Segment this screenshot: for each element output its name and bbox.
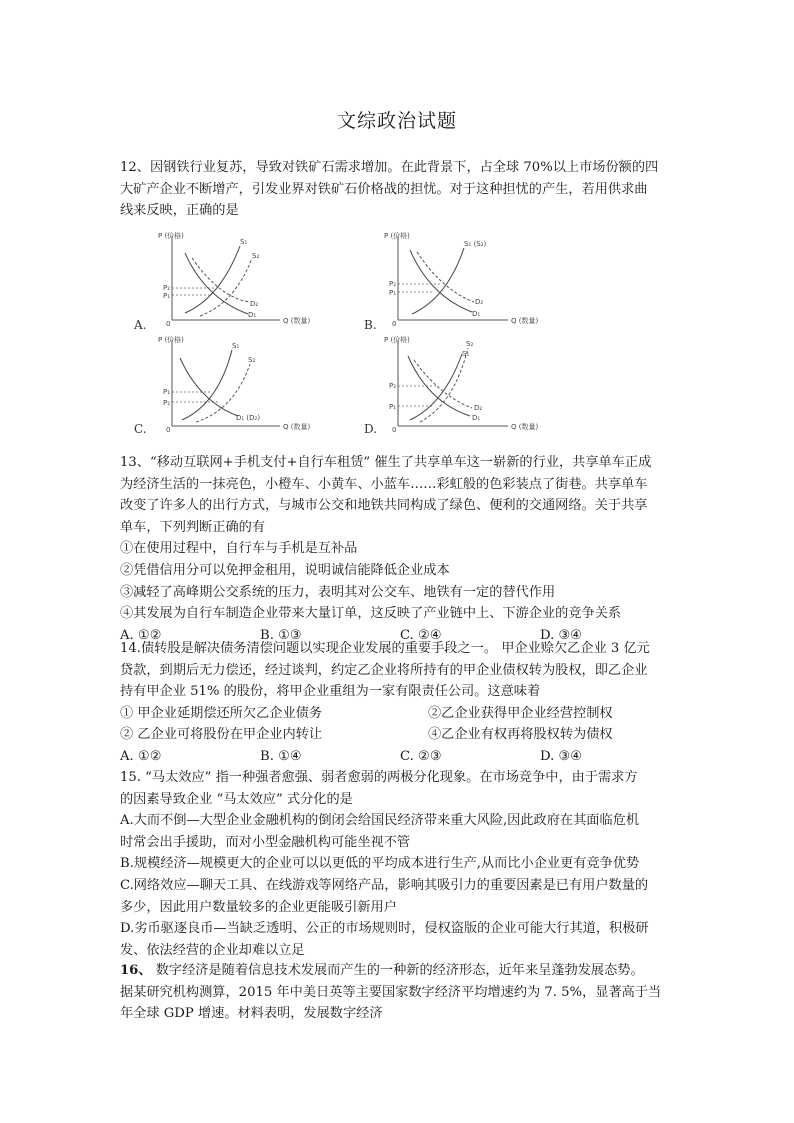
d1-label: D₁ [472, 310, 481, 318]
q15-option-c[interactable]: C.网络效应—聊天工具、在线游戏等网络产品，影响其吸引力的重要因素是已有用户数量的 [120, 877, 649, 893]
question-15 [120, 767, 680, 961]
q14-statements-row [120, 724, 680, 746]
p2-label: P₂ [163, 284, 171, 292]
q13-statement: ①在使用过程中，自行车与手机是互补品 [120, 541, 358, 557]
p-axis-label: P (价格) [158, 336, 184, 344]
option-letter-b: B. [364, 318, 377, 332]
q-axis-label: Q (数量) [283, 317, 311, 325]
graph-c [130, 332, 355, 442]
question-13 [120, 452, 680, 646]
p2-label: P₂ [389, 382, 397, 390]
page-title: 文综政治试题 [336, 110, 457, 132]
q15-line: 的因素导致企业 “马太效应” 式分化的是 [120, 791, 353, 807]
q12-line: 12、因钢铁行业复苏，导致对铁矿石需求增加。在此背景下，占全球 70%以上市场份额的四 [120, 160, 659, 175]
d2-label: D₂ [475, 298, 484, 306]
graph-b [362, 228, 587, 338]
p2-label: P₂ [163, 399, 171, 407]
q16-line: 年全球 GDP 增速。材料表明，发展数字经济 [120, 1006, 383, 1022]
q15-line: 15. “马太效应” 指一种强者愈强、弱者愈弱的两极分化现象。在市场竞争中，由于需求方 [120, 770, 638, 785]
q-axis-label: Q (数量) [511, 423, 539, 431]
q14-statement-2: ②乙企业获得甲企业经营控制权 [428, 705, 613, 721]
origin-label: 0 [392, 320, 397, 328]
q-axis-label: Q (数量) [511, 317, 539, 325]
question-16 [120, 960, 680, 1025]
s2-label: S₂ [252, 252, 260, 260]
s1-label: S₁ [240, 238, 248, 246]
q13-statement: ②凭借信用分可以免押金租用，说明诚信能降低企业成本 [120, 562, 450, 578]
option-letter-a: A. [134, 318, 147, 332]
s2-label: S₂ [248, 356, 256, 364]
q14-statement-3: ② 乙企业可将股份在甲企业内转让 [120, 727, 323, 743]
q13-option-a[interactable]: A. ①② [120, 627, 162, 643]
p-axis-label: P (价格) [384, 336, 410, 344]
d1-label: D₁ (D₂) [236, 414, 261, 422]
q14-statements-row [120, 703, 680, 725]
option-letter-d: D. [364, 422, 378, 436]
p1-label: P₁ [389, 403, 397, 411]
s2-label: S₂ [466, 340, 474, 348]
p-axis-label: P (价格) [384, 232, 410, 240]
q13-option-b[interactable]: B. ①③ [260, 627, 302, 643]
q14-option-a[interactable]: A. ①② [120, 748, 162, 764]
q15-option-d[interactable]: D.劣币驱逐良币—当缺乏透明、公正的市场规则时，侵权盗版的企业可能大行其道，积极研 [120, 921, 649, 937]
q13-option-c[interactable]: C. ②④ [400, 627, 442, 643]
q13-statement: ④其发展为自行车制造企业带来大量订单，这反映了产业链中上、下游企业的竞争关系 [120, 606, 622, 622]
d1-label: D₁ [248, 311, 257, 319]
s1-label: S₁ (S₂) [464, 240, 487, 248]
q13-line: 为经济生活的一抹亮色，小橙车、小黄车、小蓝车……彩虹般的色彩装点了街巷。共享单车 [120, 476, 648, 492]
q12-line: 大矿产企业不断增产，引发业界对铁矿石价格战的担忧。对于这种担忧的产生，若用供求曲 [120, 181, 648, 197]
p-axis-label: P (价格) [158, 232, 184, 240]
q14-line: 14.债转股是解决债务清偿问题以实现企业发展的重要手段之一。 甲企业赊欠乙企业 3 亿元 [120, 641, 650, 656]
option-letter-c: C. [134, 422, 147, 436]
d2-label: D₂ [250, 300, 259, 308]
q13-line: 改变了许多人的出行方式，与城市公交和地铁共同构成了绿色、便利的交通网络。关于共享 [120, 498, 648, 514]
origin-label: 0 [166, 320, 171, 328]
q15-option-a-cont: 时常会出手援助，而对小型金融机构可能坐视不管 [120, 834, 411, 850]
q14-option-d[interactable]: D. ③④ [540, 748, 583, 764]
q14-option-c[interactable]: C. ②③ [400, 748, 442, 764]
q13-line: 单车，下列判断正确的有 [120, 519, 266, 535]
q14-options [120, 746, 680, 768]
p1-label: P₁ [389, 289, 397, 297]
q16-number: 16、 [120, 963, 152, 978]
q15-option-d-cont: 发、依法经营的企业却难以立足 [120, 942, 305, 958]
origin-label: 0 [392, 426, 397, 434]
d1-label: D₁ [472, 414, 481, 422]
s1-label: S₁ [462, 350, 470, 358]
graph-a [130, 228, 355, 338]
d2-label: D₂ [474, 404, 483, 412]
q14-line: 持有甲企业 51% 的股份，将甲企业重组为一家有限责任公司。这意味着 [120, 684, 541, 700]
s1-label: S₁ [232, 342, 240, 350]
q12-line: 线来反映，正确的是 [120, 203, 239, 219]
q13-line: 13、“移动互联网+手机支付+自行车租赁” 催生了共享单车这一崭新的行业，共享单车正成 [120, 455, 652, 470]
q15-option-b[interactable]: B.规模经济—规模更大的企业可以以更低的平均成本进行生产,从而比小企业更有竞争优势 [120, 856, 640, 872]
question-12 [120, 157, 680, 222]
q13-statement: ③减轻了高峰期公交系统的压力，表明其对公交车、地铁有一定的替代作用 [120, 584, 556, 600]
origin-label: 0 [166, 426, 171, 434]
q13-option-d[interactable]: D. ③④ [540, 627, 583, 643]
question-14 [120, 638, 680, 768]
p1-label: P₁ [163, 388, 171, 396]
q16-line [120, 960, 680, 982]
q-axis-label: Q (数量) [283, 423, 311, 431]
q14-option-b[interactable]: B. ①④ [260, 748, 302, 764]
q16-text: 数字经济是随着信息技术发展而产生的一种新的经济形态，近年来呈蓬勃发展态势。 [151, 963, 644, 978]
graph-d [362, 332, 587, 442]
q14-line: 贷款，到期后无力偿还，经过谈判，约定乙企业将所持有的甲企业债权转为股权，即乙企业 [120, 662, 648, 678]
q16-line: 据某研究机构测算，2015 年中美日英等主要国家数字经济平均增速约为 7. 5%，显著高于当 [120, 984, 662, 1000]
q15-option-c-cont: 多少，因此用户数量较多的企业更能吸引新用户 [120, 899, 397, 915]
q15-option-a[interactable]: A.大而不倒—大型企业金融机构的倒闭会给国民经济带来重大风险,因此政府在其面临危机 [120, 813, 640, 829]
q14-statement-4: ④乙企业有权再将股权转为债权 [428, 727, 613, 743]
p1-label: P₁ [163, 292, 171, 300]
p2-label: P₂ [389, 280, 397, 288]
q14-statement-1: ① 甲企业延期偿还所欠乙企业债务 [120, 705, 323, 721]
